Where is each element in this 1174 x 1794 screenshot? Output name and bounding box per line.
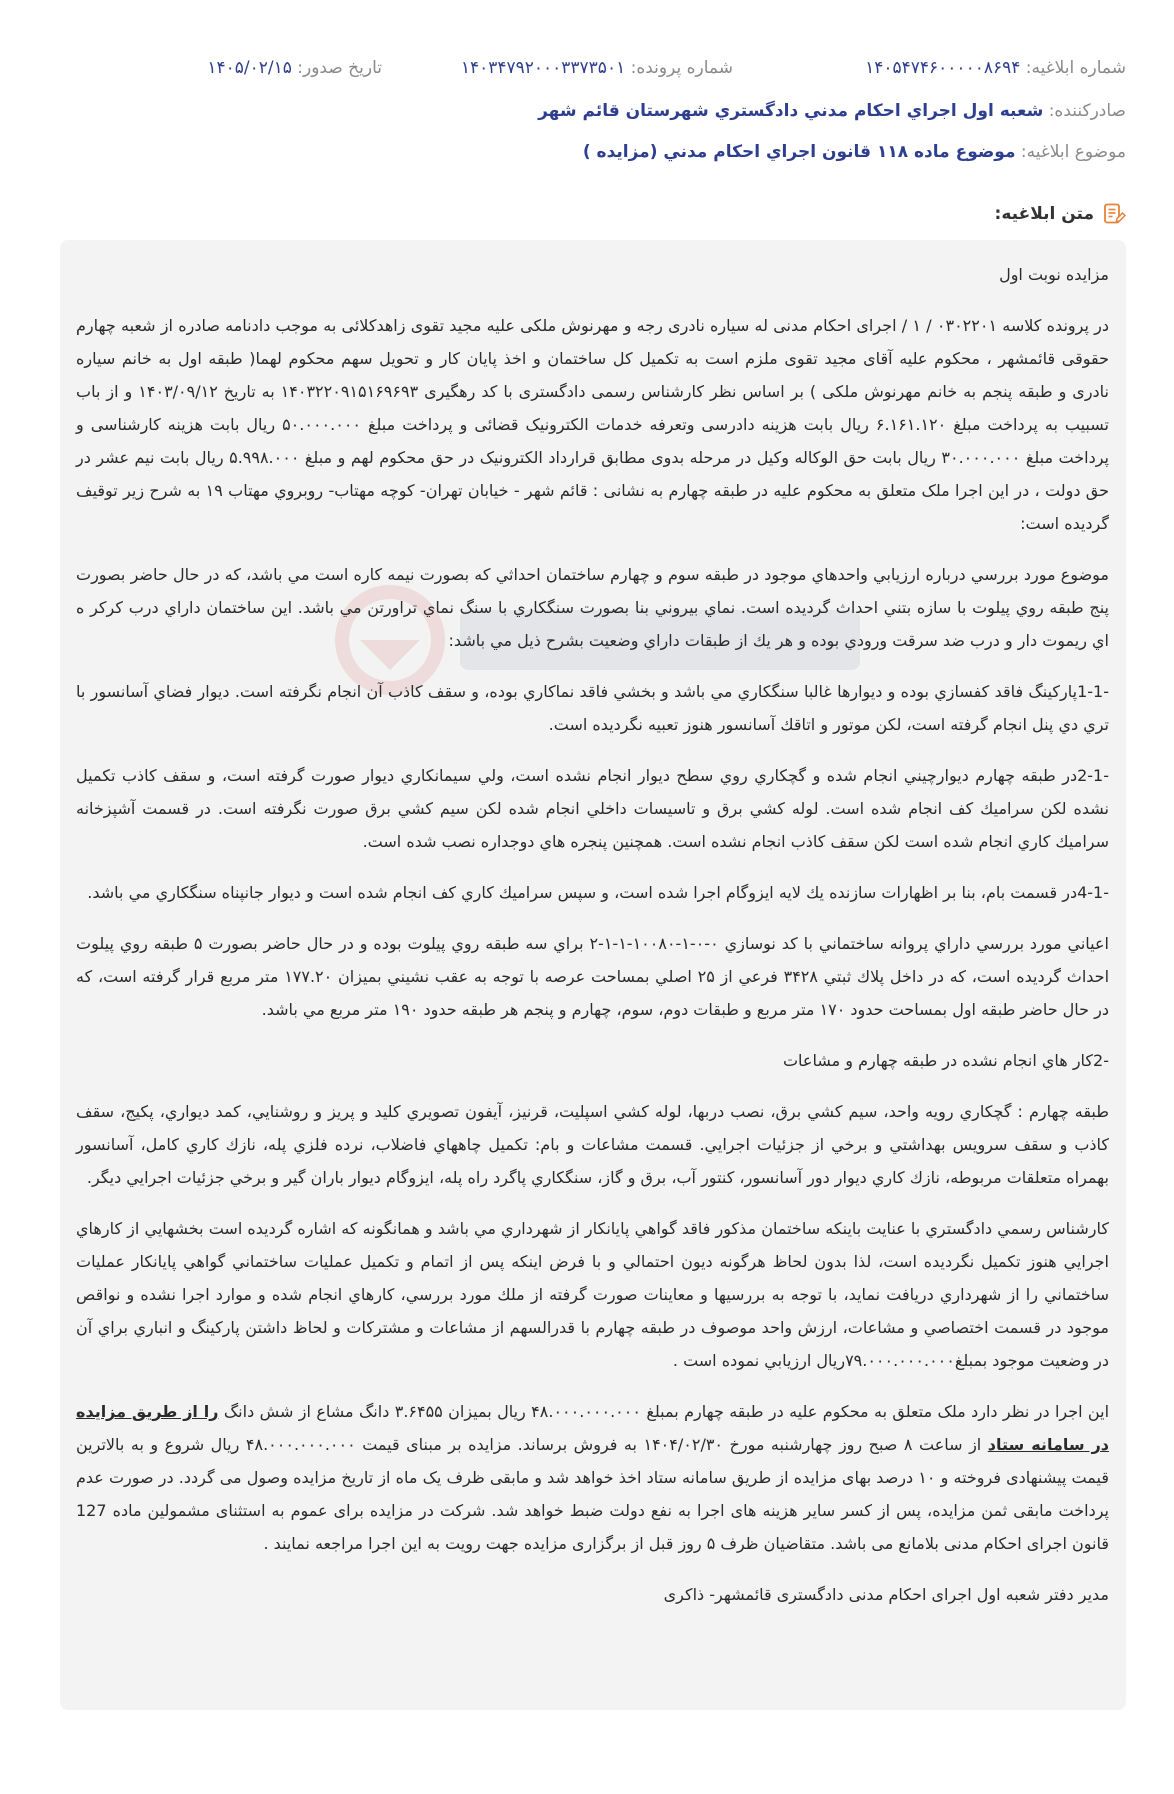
issue-date-value: ۱۴۰۵/۰۲/۱۵ (207, 58, 292, 78)
document-edit-icon (1102, 202, 1126, 226)
body-paragraph-valuation: كارشناس رسمي دادگستري با عنايت باينكه ساختمان مذكور فاقد گواهي پايانكار از شهرداري مي باشد و همانگونه كه اشاره گرديده است بخشهايي از كارهاي اجرايي هنوز تكميل نگرديده است، لذا بدون لحاظ هرگونه ديون احتمالي و با فرض اينكه پس از اتمام و تكميل عمليات ساختماني گواهي پايانكار عمليات ساختماني را از شهرداري دريافت نمايد، با توجه به بررسيها و معاينات صورت گرفته از ملك مورد بررسي، كارهاي انجام شده و موارد اجرا نشده و نواقص موجود در قسمت اختصاصي و مشاعات، ارزش واحد موصوف در طبقه چهارم با قدرالسهم از مشاعات و مشتركات و لحاظ داشتن پاركينگ و انباري براي آن در وضعيت موجود بمبلغ۷۹.۰۰۰.۰۰۰.۰۰۰ريال ارزيابي نموده است . (76, 1219, 1109, 1370)
case-number-value: ۱۴۰۳۴۷۹۲۰۰۰۳۳۷۳۵۰۱ (460, 58, 626, 78)
issue-date-label: تاريخ صدور: (297, 58, 382, 78)
notice-content-box (60, 240, 1126, 1710)
case-number-label: شماره پرونده: (630, 58, 733, 78)
notice-number-value: ۱۴۰۵۴۷۴۶۰۰۰۰۰۸۶۹۴ (865, 58, 1021, 78)
auction-text-start: این اجرا در نظر دارد ملک متعلق به محکوم علیه در طبقه چهارم بمبلغ ۴۸.۰۰۰.۰۰۰.۰۰۰ ریال بمیزان ۳.۶۴۵۵ دانگ مشاع از شش دانگ (218, 1402, 1110, 1421)
case-number-field (461, 56, 733, 80)
body-paragraph-permit: اعياني مورد بررسي داراي پروانه ساختماني با كد نوسازي ۰-۰-۱-۱۰۰۸۰-۱-۱-۲ براي سه طبقه روي پيلوت بوده و در حال حاضر بصورت ۵ طبقه روي پيلوت احداث گرديده است، كه در داخل پلاك ثبتي ۳۴۲۸ فرعي از ۲۵ اصلي بمساحت عرصه با توجه به عقب نشيني بميزان ۱۷۷.۲۰ متر مربع قرار گرفته است، كه در حال حاضر طبقه اول بمساحت حدود ۱۷۰ متر مربع و طبقات دوم، سوم، چهارم و پنجم هر طبقه حدود ۱۹۰ متر مربع مي باشد. (76, 934, 1110, 1019)
notice-number-field (865, 56, 1126, 80)
auction-text-rest: از ساعت ۸ صبح روز چهارشنبه مورخ ۱۴۰۴/۰۲/۳۰ به فروش برساند. مزایده بر مبنای قیمت ۴۸.۰۰۰.۰۰۰.۰۰۰ ریال شروع و به بالاترین قیمت پیشنهادی فروخته و ۱۰ درصد بهای مزایده از طریق سامانه ستاد اخذ خواهد شد و مابقی ظرف یک ماه از تاریخ مزایده وصول می گردد. در صورت عدم پرداخت مابقی ثمن مزایده، پس از کسر سایر هزینه های اجرا به نفع دولت ضبط خواهد شد. شرکت در مزایده برای عموم به استثنای مشمولین ماده 127 قانون اجرای احکام مدنی بلامانع می باشد. متقاضیان ظرف ۵ روز قبل از برگزاری مزایده جهت رویت به این اجرا مراجعه نمایند . (76, 1435, 1109, 1553)
subject-value: موضوع ماده ۱۱۸ قانون اجراي احکام مدني (مزايده ) (582, 142, 1016, 162)
body-paragraph-case: در پرونده کلاسه ۰۳۰۲۲۰۱ / ۱ / اجرای احکام مدنی له سیاره نادری رجه و مهرنوش ملکی علیه مجید تقوی زاهدکلائی به موجب دادنامه صادره از شعبه چهارم حقوقی قائمشهر ، محکوم علیه آقای مجید تقوی ملزم است به تکمیل کل ساختمان و اخذ پایان کار و تحویل سهم محکوم لهما( طبقه اول به خانم سیاره نادری و طبقه پنجم به خانم مهرنوش ملکی ) بر اساس نظر کارشناس رسمی دادگستری با کد رهگیری ۱۴۰۳۲۲۰۹۱۵۱۶۹۶۹۳ به تاریخ ۱۴۰۳/۰۹/۱۲ و از باب تسبیب به پرداخت مبلغ ۶.۱۶۱.۱۲۰ ریال بابت هزینه دادرسی وتعرفه خدمات الکترونیک قضائی و پرداخت مبلغ ۵۰.۰۰۰.۰۰۰ ریال بابت هزینه کارشناسی و پرداخت مبلغ ۳۰.۰۰۰.۰۰۰ ریال بابت حق الوکاله وکیل در مرحله بدوی مطابق قرارداد الکترونیک در حق محکوم لهم و مبلغ ۵.۹۹۸.۰۰۰ ریال بابت نیم عشر در حق دولت ، در این اجرا ملک متعلق به محکوم علیه در طبقه چهارم به نشانی : قائم شهر - خیابان تهران- کوچه مهتاب- روبروي مهتاب ۱۹ به شرح زیر توقیف گردیده است: (76, 316, 1110, 533)
body-paragraph-auction (76, 1395, 1109, 1560)
notice-number-label: شماره ابلاغيه: (1025, 58, 1126, 78)
body-paragraph-signature: مدیر دفتر شعبه اول اجرای احکام مدنی دادگستری قائمشهر- ذاکری (663, 1585, 1109, 1604)
body-paragraph-subject: موضوع مورد بررسي درباره ارزيابي واحدهاي موجود در طبقه سوم و چهارم ساختمان احداثي كه بصورت نيمه كاره است مي باشد، كه در حال حاضر بصورت پنج طبقه روي پيلوت با سازه بتني احداث گرديده است. نماي بيروني بنا بصورت سنگكاري با سنگ نماي تراورتن مي باشد. اين ساختمان داراي درب كركر ه اي ريموت دار و درب ضد سرقت ورودي بوده و هر يك از طبقات داراي وضعيت بشرح ذيل مي باشد: (76, 565, 1109, 650)
body-paragraph-roof: -4-1در قسمت بام، بنا بر اظهارات سازنده يك لايه ايزوگام اجرا شده است، و سپس سراميك كاري كف انجام شده است و ديوار جانپناه سنگكاري مي باشد. (87, 883, 1109, 902)
issuer-label: صادرکننده: (1048, 101, 1126, 121)
issuer-row (40, 99, 1126, 123)
subject-label: موضوع ابلاغيه: (1020, 142, 1126, 162)
body-paragraph-unfinished-heading: -2كار هاي انجام نشده در طبقه چهارم و مشاعات (782, 1051, 1109, 1070)
notice-header (0, 0, 1174, 224)
issuer-value: شعبه اول اجراي احکام مدني دادگستري شهرستان قائم شهر (538, 101, 1044, 121)
issue-date-field (207, 56, 382, 80)
section-title-text: متن ابلاغيه: (994, 204, 1094, 224)
notice-body (76, 258, 1109, 1629)
body-paragraph-unfinished-list: طبقه چهارم : گچكاري رويه واحد، سيم كشي برق، نصب دربها، لوله كشي اسپليت، قرنيز، آيفون تصويري كليد و پريز و روشنايي، كمد ديواري، پكيج، سقف كاذب و سقف سرويس بهداشتي و برخي از جزئيات اجرايي. قسمت مشاعات و بام: تكميل چاههاي فاضلاب، نرده فلزي پله، نازك كاري كامل، آسانسور بهمراه متعلقات مربوطه، نازك كاري ديوار دور آسانسور، كنتور آب، برق و گاز، سنگكاري پاگرد راه پله، ايزوگام ديوار باران گير و برخي جزئيات اجرايي ديگر. (76, 1102, 1109, 1187)
subject-row (40, 140, 1126, 164)
auction-setad-link-text: را از طریق مزایده در سامانه ستاد (76, 1402, 1110, 1454)
section-title (995, 202, 1126, 226)
body-paragraph-parking: -1-1پاركينگ فاقد كفسازي بوده و ديوارها غالبا سنگكاري مي باشد و بخشي فاقد نماكاري بوده، و سقف كاذب آن انجام نگرفته است. ديوار فضاي آسانسور با تري دي پنل انجام گرفته است، لكن موتور و اتاقك آسانسور هنوز تعبيه نگرديده است. (76, 682, 1109, 734)
body-paragraph-fourth-floor: -2-1در طبقه چهارم ديوارچيني انجام شده و گچكاري روي سطح ديوار انجام نشده است، ولي سيمانكاري ديوار صورت گرفته است، و سقف كاذب تكميل نشده لكن سراميك كف انجام شده است. لوله كشي برق و تاسيسات داخلي انجام شده لكن سيم كشي برق صورت نگرفته است. در قسمت آشپزخانه سراميك كاري انجام شده است لكن سقف كاذب انجام نشده است. همچنين پنجره هاي دوجداره نصب شده است. (76, 766, 1109, 851)
body-paragraph-title: مزايده نوبت اول (999, 265, 1109, 284)
